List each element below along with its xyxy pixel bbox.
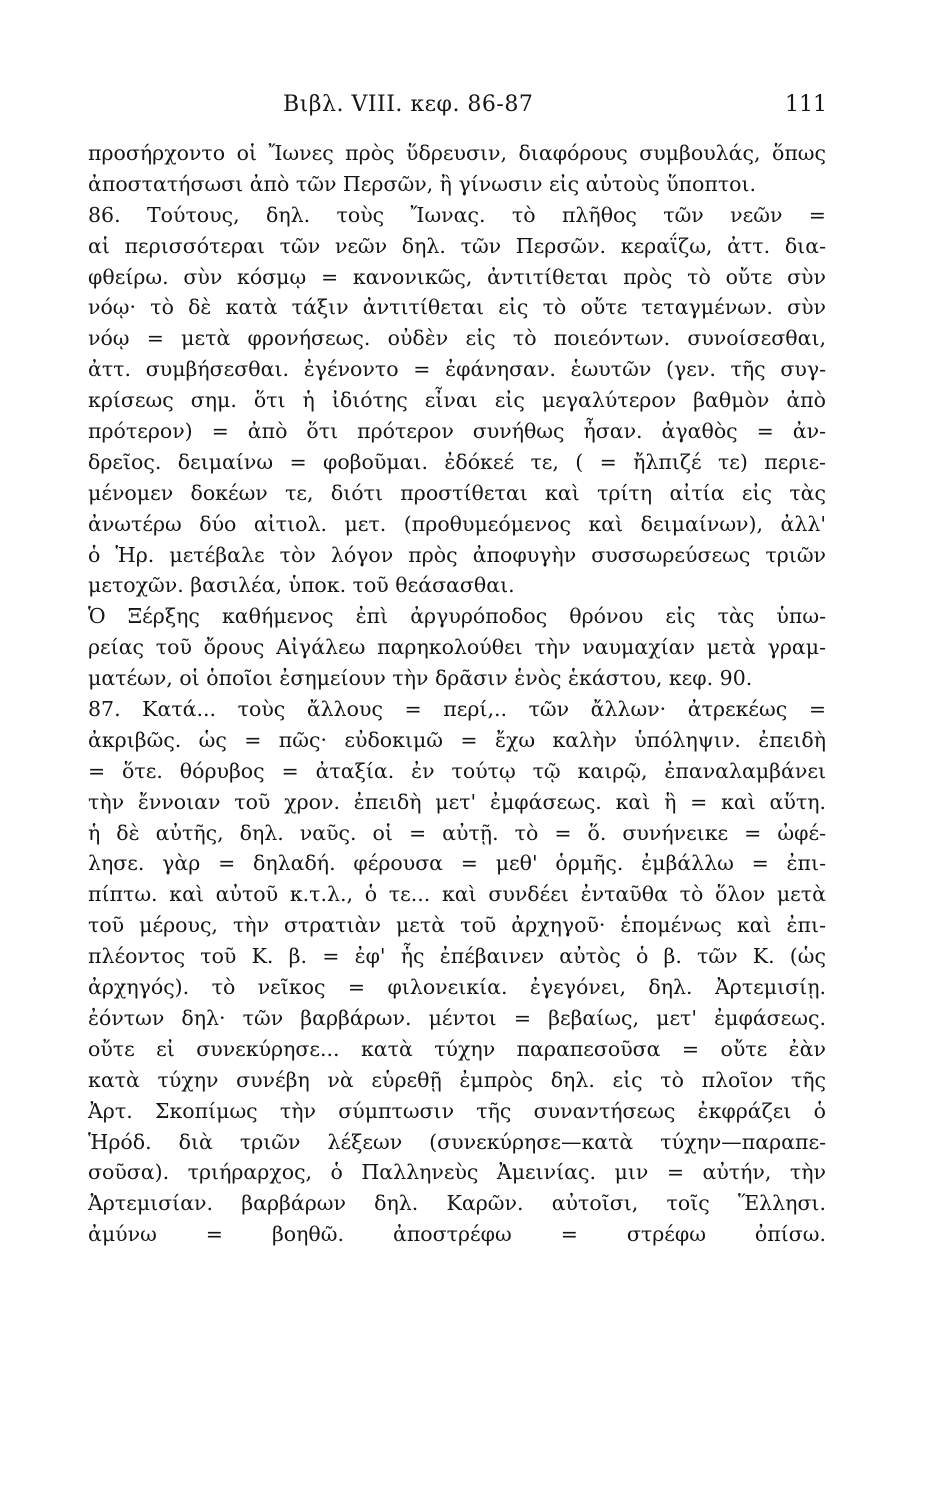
text-line: ὁ Ἡρ. μετέβαλε τὸν λόγον πρὸς ἀποφυγὴν συσσωρεύσεως τριῶν: [88, 542, 826, 567]
text-line: πλέοντος τοῦ Κ. β. = ἐφ' ἧς ἐπέβαινεν αὐτὸς ὁ β. τῶν Κ. (ὡς: [88, 944, 826, 969]
text-line: δρεῖος. δειμαίνω = φοβοῦμαι. ἐδόκεέ τε, ( = ἤλπιζέ τε) περιε-: [88, 449, 826, 474]
text-line: Ὁ Ξέρξης καθήμενος ἐπὶ ἀργυρόποδος θρόνου εἰς τὰς ὑπω-: [88, 604, 826, 629]
text-line: μετοχῶν. βασιλέα, ὑποκ. τοῦ θεάσασθαι.: [88, 573, 515, 598]
text-line: πίπτω. καὶ αὐτοῦ κ.τ.λ., ὁ τε... καὶ συνδέει ἐνταῦθα τὸ ὅλον μετὰ: [88, 882, 826, 907]
text-line: Ἀρτ. Σκοπίμως τὴν σύμπτωσιν τῆς συναντήσεως ἐκφράζει ὁ: [88, 1098, 826, 1123]
text-line: ἀποστατήσωσι ἀπὸ τῶν Περσῶν, ἢ γίνωσιν εἰς αὐτοὺς ὕποπτοι.: [88, 171, 757, 196]
text-line: = ὅτε. θόρυβος = ἀταξία. ἐν τούτῳ τῷ καιρῷ, ἐπαναλαμβάνει: [88, 758, 826, 783]
text-line: λησε. γὰρ = δηλαδή. φέρουσα = μεθ' ὁρμῆς. ἐμβάλλω = ἐπι-: [88, 851, 826, 876]
text-line: ἡ δὲ αὐτῆς, δηλ. ναῦς. οἱ = αὐτῇ. τὸ = ὅ. συνήνεικε = ὠφέ-: [88, 820, 826, 845]
text-line: τὴν ἔννοιαν τοῦ χρον. ἐπειδὴ μετ' ἐμφάσεως. καὶ ἣ = καὶ αὕτη.: [88, 789, 826, 814]
text-line: ρείας τοῦ ὄρους Αἰγάλεω παρηκολούθει τὴν ναυμαχίαν μετὰ γραμ-: [88, 635, 826, 660]
text-line: Ἀρτεμισίαν. βαρβάρων δηλ. Καρῶν. αὐτοῖσι, τοῖς Ἕλλησι.: [88, 1191, 826, 1216]
text-line: κρίσεως σημ. ὅτι ἡ ἰδιότης εἶναι εἰς μεγαλύτερον βαθμὸν ἀπὸ: [88, 388, 826, 413]
text-line: μένομεν δοκέων τε, διότι προστίθεται καὶ τρίτη αἰτία εἰς τὰς: [88, 480, 826, 505]
page-header: [0, 92, 925, 122]
text-line: ἀττ. συμβήσεσθαι. ἐγένοντο = ἐφάνησαν. ἑωυτῶν (γεν. τῆς συγ-: [88, 357, 826, 382]
running-head: Βιβλ. VIII. κεφ. 86-87: [283, 92, 534, 117]
text-line: νόῳ = μετὰ φρονήσεως. οὐδὲν εἰς τὸ ποιεόντων. συνοίσεσθαι,: [88, 326, 826, 351]
page-number: 111: [785, 92, 827, 117]
text-line: προσήρχοντο οἱ Ἴωνες πρὸς ὕδρευσιν, διαφόρους συμβουλάς, ὅπως: [88, 141, 826, 165]
text-line: ἀρχηγός). τὸ νεῖκος = φιλονεικία. ἐγεγόνει, δηλ. Ἀρτεμισίῃ.: [88, 975, 826, 1000]
text-line: αἱ περισσότεραι τῶν νεῶν δηλ. τῶν Περσῶν. κεραΐζω, ἀττ. δια-: [88, 233, 826, 258]
text-line: 86. Τούτους, δηλ. τοὺς Ἴωνας. τὸ πλῆθος τῶν νεῶν =: [88, 202, 826, 227]
text-line: πρότερον) = ἀπὸ ὅτι πρότερον συνήθως ἦσαν. ἀγαθὸς = ἀν-: [88, 419, 826, 444]
text-line: 87. Κατά... τοὺς ἄλλους = περί,.. τῶν ἄλλων· ἀτρεκέως =: [88, 697, 826, 722]
text-line: ἀμύνω = βοηθῶ. ἀποστρέφω = στρέφω ὀπίσω.: [88, 1222, 826, 1247]
text-line: Ἡρόδ. διὰ τριῶν λέξεων (συνεκύρησε—κατὰ τύχην—παραπε-: [88, 1129, 826, 1154]
commentary-text: [88, 138, 826, 1250]
text-line: σοῦσα). τριήραρχος, ὁ Παλληνεὺς Ἀμεινίας. μιν = αὐτήν, τὴν: [88, 1160, 826, 1185]
text-line: ματέων, οἱ ὁποῖοι ἐσημείουν τὴν δρᾶσιν ἑνὸς ἑκάστου, κεφ. 90.: [88, 666, 753, 691]
text-line: ἀνωτέρω δύο αἰτιολ. μετ. (προθυμεόμενος καὶ δειμαίνων), ἀλλ': [88, 511, 826, 536]
text-line: φθείρω. σὺν κόσμῳ = κανονικῶς, ἀντιτίθεται πρὸς τὸ οὔτε σὺν: [88, 264, 826, 289]
text-line: ἀκριβῶς. ὡς = πῶς· εὐδοκιμῶ = ἔχω καλὴν ὑπόληψιν. ἐπειδὴ: [88, 727, 826, 752]
text-line: κατὰ τύχην συνέβη νὰ εὑρεθῇ ἐμπρὸς δηλ. εἰς τὸ πλοῖον τῆς: [88, 1067, 826, 1092]
text-line: νόῳ· τὸ δὲ κατὰ τάξιν ἀντιτίθεται εἰς τὸ οὔτε τεταγμένων. σὺν: [88, 295, 826, 320]
text-line: ἐόντων δηλ· τῶν βαρβάρων. μέντοι = βεβαίως, μετ' ἐμφάσεως.: [88, 1005, 826, 1030]
text-line: τοῦ μέρους, τὴν στρατιὰν μετὰ τοῦ ἀρχηγοῦ· ἑπομένως καὶ ἐπι-: [88, 913, 826, 938]
text-line: οὔτε εἰ συνεκύρησε... κατὰ τύχην παραπεσοῦσα = οὔτε ἐὰν: [88, 1036, 826, 1061]
